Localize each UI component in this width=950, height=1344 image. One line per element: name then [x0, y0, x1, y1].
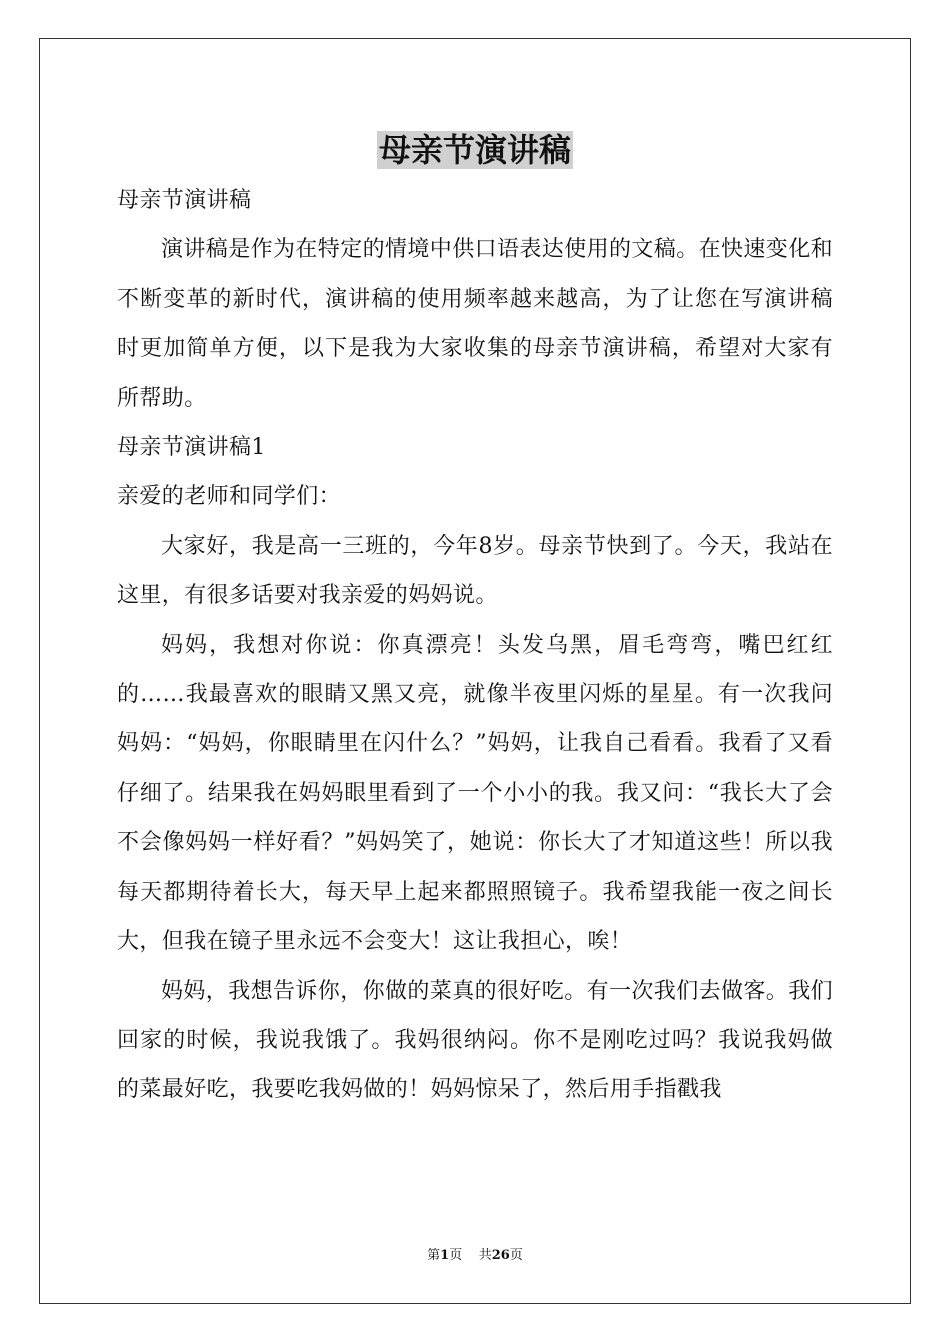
paragraph-cooking: 妈妈，我想告诉你，你做的菜真的很好吃。有一次我们去做客。我们回家的时候，我说我饿了。我妈很纳闷。你不是刚吃过吗？我说我妈做的菜最好吃，我要吃我妈做的！妈妈惊呆了，然后用手指戳我 [117, 978, 834, 1103]
page-footer [0, 1246, 950, 1266]
document-title [0, 128, 950, 172]
paragraph-intro: 演讲稿是作为在特定的情境中供口语表达使用的文稿。在快速变化和不断变革的新时代，演讲稿的使用频率越来越高，为了让您在写演讲稿时更加简单方便，以下是我为大家收集的母亲节演讲稿，希望对大家有所帮助。 [117, 237, 834, 411]
section-heading: 母亲节演讲稿1 [117, 435, 266, 461]
document-title-text: 母亲节演讲稿 [378, 131, 571, 169]
page-prefix: 第 [427, 1248, 441, 1263]
salutation: 亲爱的老师和同学们： [117, 484, 342, 510]
paragraph-heading: 母亲节演讲稿 [117, 188, 252, 213]
paragraph-greeting: 大家好，我是高一三班的，今年8岁。母亲节快到了。今天，我站在这里，有很多话要对我亲爱的妈妈说。 [117, 533, 833, 609]
page-unit: 页 [449, 1248, 463, 1263]
page-total: 26 [491, 1248, 510, 1263]
total-unit: 页 [509, 1248, 523, 1263]
page-number: 1 [440, 1248, 450, 1263]
paragraph-beauty: 妈妈，我想对你说：你真漂亮！头发乌黑，眉毛弯弯，嘴巴红红的……我最喜欢的眼睛又黑又亮，就像半夜里闪烁的星星。有一次我问妈妈：“妈妈，你眼睛里在闪什么？”妈妈，让我自己看看。我看了又看仔细了。结果我在妈妈眼里看到了一个小小的我。我又问：“我长大了会不会像妈妈一样好看？”妈妈笑了，她说：你长大了才知道这些！所以我每天都期待着长大，每天早上起来都照照镜子。我希望我能一夜之间长大，但我在镜子里永远不会变大！这让我担心，唉！ [117, 632, 833, 955]
document-body [117, 176, 833, 1115]
total-prefix: 共 [478, 1248, 492, 1263]
